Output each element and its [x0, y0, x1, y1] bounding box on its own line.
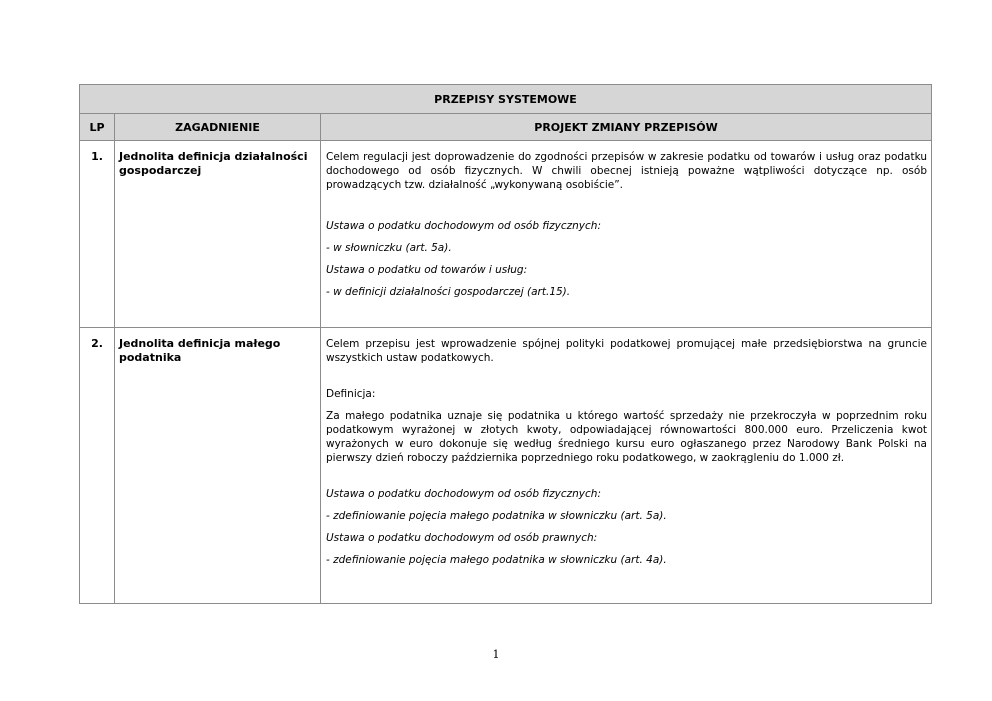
definition-label: Definicja:	[326, 388, 376, 400]
table-title: PRZEPISY SYSTEMOWE	[80, 85, 932, 114]
row-intro: Celem regulacji jest doprowadzenie do zgodności przepisów w zakresie podatku od towarów i usług oraz podatku dochodowego od osób fizycznych. W chwili obecnej istnieją poważne wątpliwości dotyczące np. osób prowadzących tzw. działalność „wykonywaną osobiście”.	[326, 151, 927, 191]
ref-item: - w słowniczku (art. 5a).	[326, 242, 452, 254]
header-lp: LP	[80, 114, 115, 141]
ref-item: - w definicji działalności gospodarczej (art.15).	[326, 286, 571, 298]
ref-item: - zdefiniowanie pojęcia małego podatnika w słowniczku (art. 4a).	[326, 554, 667, 566]
ref-item: Ustawa o podatku dochodowym od osób prawnych:	[326, 532, 598, 544]
table-row	[80, 328, 932, 604]
ref-item: Ustawa o podatku dochodowym od osób fizycznych:	[326, 220, 601, 232]
row-number: 2.	[80, 328, 115, 604]
ref-item: - zdefiniowanie pojęcia małego podatnika w słowniczku (art. 5a).	[326, 510, 667, 522]
header-topic: ZAGADNIENIE	[115, 114, 321, 141]
row-topic: Jednolita definicja działalności gospodarczej	[115, 141, 321, 328]
row-project	[321, 328, 932, 604]
row-topic: Jednolita definicja małego podatnika	[115, 328, 321, 604]
ref-item: Ustawa o podatku od towarów i usług:	[326, 264, 528, 276]
regulations-table	[79, 84, 932, 604]
table-row	[80, 141, 932, 328]
header-project: PROJEKT ZMIANY PRZEPISÓW	[321, 114, 932, 141]
row-intro: Celem przepisu jest wprowadzenie spójnej polityki podatkowej promującej małe przedsiębiorstwa na gruncie wszystkich ustaw podatkowych.	[326, 338, 927, 364]
row-project	[321, 141, 932, 328]
row-number: 1.	[80, 141, 115, 328]
page-number: 1	[492, 648, 500, 661]
definition-text: Za małego podatnika uznaje się podatnika u którego wartość sprzedaży nie przekroczyła w poprzednim roku podatkowym wyrażonej w złotych kwoty, odpowiadającej równowartości 800.000 euro. Przeliczenia kwot wyrażonych w euro dokonuje się według średniego kursu euro ogłaszanego przez Narodowy Bank Polski na pierwszy dzień roboczy października poprzedniego roku podatkowego, w zaokrągleniu do 1.000 zł.	[326, 410, 927, 464]
ref-item: Ustawa o podatku dochodowym od osób fizycznych:	[326, 488, 601, 500]
